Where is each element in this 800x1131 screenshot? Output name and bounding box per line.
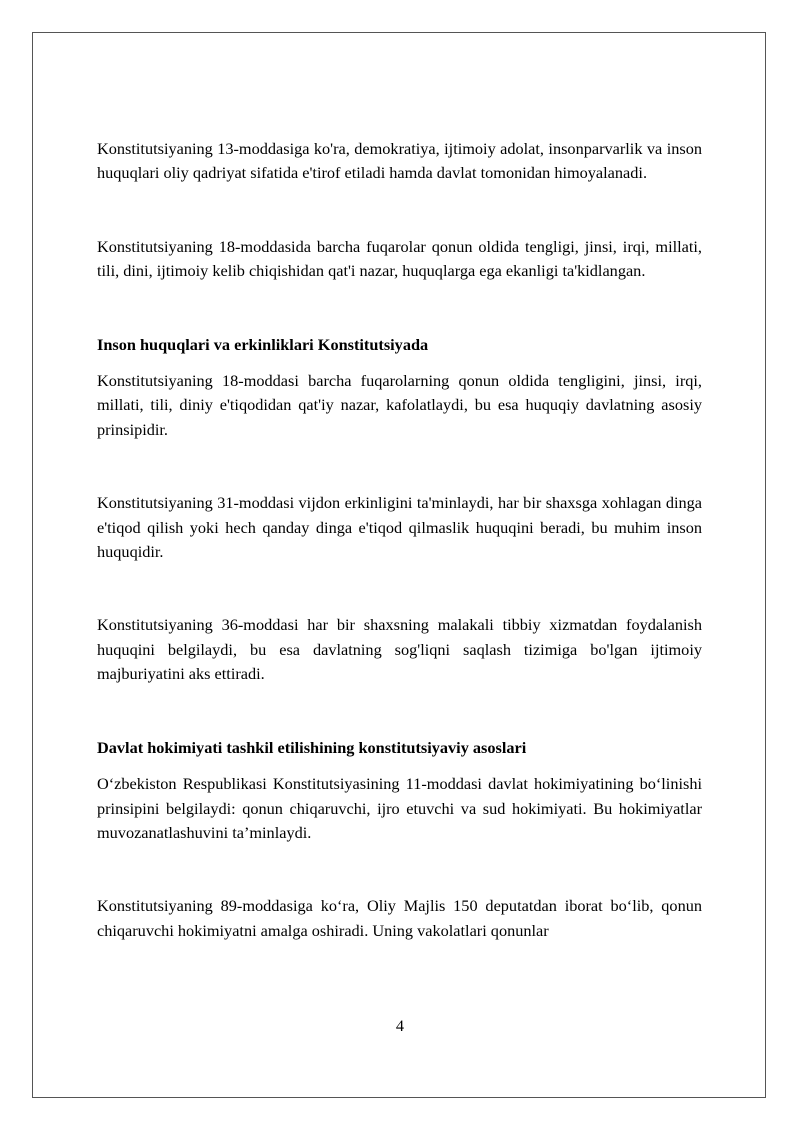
- paragraph-article-13: Konstitutsiyaning 13-moddasiga ko'ra, demokratiya, ijtimoiy adolat, insonparvarlik va inson huquqlari oliy qadriyat sifatida e'tirof etiladi hamda davlat tomonidan himoyalanadi.: [97, 139, 702, 183]
- paragraph-article-18-guarantee: Konstitutsiyaning 18-moddasi barcha fuqarolarning qonun oldida tengligini, jinsi, irqi, millati, tili, diniy e'tiqodidan qat'iy nazar, kafolatlaydi, bu esa huquqiy davlatning asosiy prinsipidir.: [97, 371, 702, 439]
- paragraph-article-18-equality: Konstitutsiyaning 18-moddasida barcha fuqarolar qonun oldida tengligi, jinsi, irqi, millati, tili, dini, ijtimoiy kelib chiqishidan qat'i nazar, huquqlarga ega ekanligi ta'kidlangan.: [97, 236, 702, 281]
- paragraph-article-36: Konstitutsiyaning 36-moddasi har bir shaxsning malakali tibbiy xizmatdan foydalanish huquqini belgilaydi, bu esa davlatning sog'liqni saqlash tizimiga bo'lgan ijtimoiy majburiyatini aks ettiradi.: [97, 615, 702, 684]
- page-number: 4: [395, 1016, 405, 1035]
- section-heading-state-power: Davlat hokimiyati tashkil etilishining konstitutsiyaviy asoslari: [97, 737, 527, 757]
- paragraph-article-31: Konstitutsiyaning 31-moddasi vijdon erkinligini ta'minlaydi, har bir shaxsga xohlagan dinga e'tiqod qilish yoki hech qanday dinga e'tiqod qilmaslik huquqini beradi, bu muhim inson huquqidir.: [97, 493, 702, 562]
- section-heading-human-rights: Inson huquqlari va erkinliklari Konstitutsiyada: [97, 334, 429, 354]
- paragraph-article-11: O‘zbekiston Respublikasi Konstitutsiyasining 11-moddasi davlat hokimiyatining bo‘linishi prinsipini belgilaydi: qonun chiqaruvchi, ijro etuvchi va sud hokimiyati. Bu hokimiyatlar muvozanatlashuvini ta’minlaydi.: [97, 774, 702, 842]
- page-content: [97, 137, 702, 943]
- paragraph-article-89: Konstitutsiyaning 89-moddasiga ko‘ra, Oliy Majlis 150 deputatdan iborat bo‘lib, qonun chiqaruvchi hokimiyatni amalga oshiradi. Uning vakolatlari qonunlar: [97, 896, 702, 940]
